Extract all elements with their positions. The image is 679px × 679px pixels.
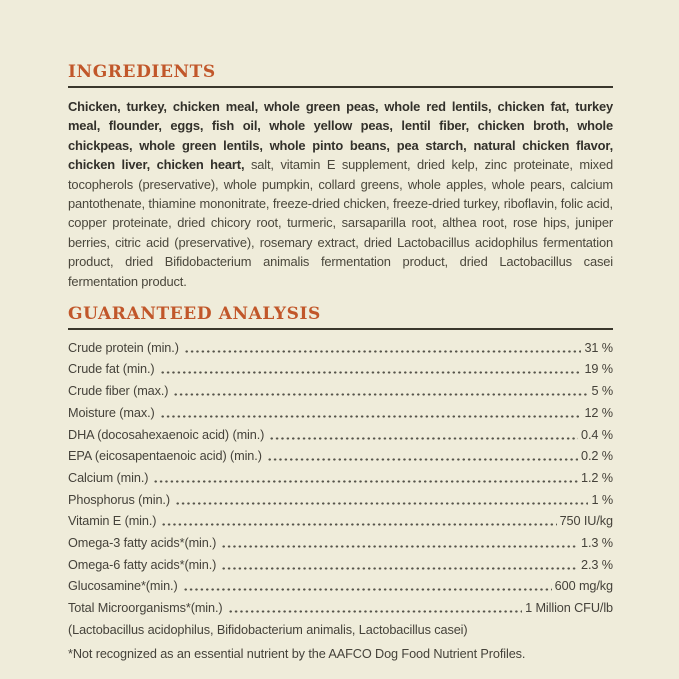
analysis-value: 2.3 % — [581, 557, 613, 572]
dot-leader — [160, 358, 582, 380]
analysis-value: 1.3 % — [581, 535, 613, 550]
ingredients-title-rule — [68, 86, 613, 88]
analysis-label: Calcium (min.) — [68, 470, 149, 485]
ingredients-paragraph — [68, 97, 613, 291]
analysis-label: Total Microorganisms*(min.) — [68, 601, 223, 615]
table-row — [68, 379, 613, 401]
table-row — [68, 553, 613, 575]
analysis-label: Crude fiber (max.) — [68, 384, 169, 399]
dot-leader — [221, 531, 578, 553]
ingredients-primary-list: Chicken, turkey, chicken meal, whole green peas, whole red lentils, chicken fat, turkey meal, flounder, eggs, fish oil, whole yellow peas, lentil fiber, chicken broth, whole chickpeas, whole green lentils, whole pinto beans, pea starch, natural chicken flavor, chicken liver, chicken heart, — [68, 99, 613, 173]
ingredients-title: INGREDIENTS — [68, 62, 216, 82]
analysis-value: 0.2 % — [581, 449, 613, 464]
guaranteed-analysis-title: GUARANTEED ANALYSIS — [68, 304, 321, 325]
analysis-label: Crude protein (min.) — [68, 340, 179, 355]
analysis-value: 0.4 % — [581, 427, 613, 442]
analysis-label: Phosphorus (min.) — [68, 492, 170, 507]
aafco-footnote: *Not recognized as an essential nutrient by the AAFCO Dog Food Nutrient Profiles. — [68, 646, 526, 661]
table-row — [68, 488, 613, 510]
ingredients-secondary-list: salt, vitamin E supplement, dried kelp, zinc proteinate, mixed tocopherols (preservative), whole pumpkin, collard greens, whole apples, whole pears, calcium pantothenate, thiamine mononitrate, freeze-dried chicken, freeze-dried turkey, riboflavin, folic acid, copper proteinate, dried chicory root, turmeric, sarsaparilla root, althea root, rose hips, juniper berries, citric acid (preservative), rosemary extract, dried Lactobacillus acidophilus fermentation product, dried Bifidobacterium animalis fermentation product, dried Lactobacillus casei fermentation product. — [68, 157, 613, 289]
dot-leader — [228, 596, 523, 618]
guaranteed-analysis-table — [68, 336, 613, 661]
analysis-value: 12 % — [584, 405, 613, 420]
analysis-value: 1 % — [591, 492, 613, 507]
table-row — [68, 445, 613, 467]
dot-leader — [160, 401, 582, 423]
dot-leader — [184, 336, 582, 358]
table-row — [68, 596, 613, 618]
analysis-value: 19 % — [584, 362, 613, 377]
analysis-label: DHA (docosahexaenoic acid) (min.) — [68, 427, 265, 442]
analysis-label: Glucosamine*(min.) — [68, 579, 178, 594]
analysis-value: 600 mg/kg — [554, 579, 613, 594]
dot-leader — [221, 553, 578, 575]
table-row — [68, 336, 613, 358]
table-row — [68, 423, 613, 445]
analysis-value: 1 Million CFU/lb — [525, 601, 613, 615]
analysis-value: 1.2 % — [581, 470, 613, 485]
dot-leader — [175, 488, 588, 510]
analysis-label: Omega-6 fatty acids*(min.) — [68, 557, 217, 572]
analysis-value: 750 IU/kg — [559, 514, 613, 529]
dot-leader — [267, 445, 578, 467]
dot-leader — [173, 379, 588, 401]
table-row — [68, 575, 613, 597]
dot-leader — [183, 575, 552, 597]
table-row — [68, 510, 613, 532]
ingredients-section — [68, 62, 613, 291]
analysis-label: EPA (eicosapentaenoic acid) (min.) — [68, 449, 262, 464]
dot-leader — [153, 466, 578, 488]
guaranteed-analysis-section — [68, 304, 613, 661]
dot-leader — [161, 510, 556, 532]
table-row — [68, 531, 613, 553]
analysis-label: Moisture (max.) — [68, 405, 155, 420]
table-row — [68, 466, 613, 488]
microorganisms-note: (Lactobacillus acidophilus, Bifidobacterium animalis, Lactobacillus casei) — [68, 622, 468, 637]
analysis-label: Omega-3 fatty acids*(min.) — [68, 535, 217, 550]
analysis-value: 31 % — [584, 340, 613, 355]
analysis-label: Vitamin E (min.) — [68, 514, 157, 529]
analysis-label: Crude fat (min.) — [68, 362, 155, 377]
table-row — [68, 358, 613, 380]
guaranteed-analysis-title-rule — [68, 328, 613, 330]
table-row — [68, 401, 613, 423]
analysis-value: 5 % — [591, 384, 613, 399]
dot-leader — [269, 423, 578, 445]
